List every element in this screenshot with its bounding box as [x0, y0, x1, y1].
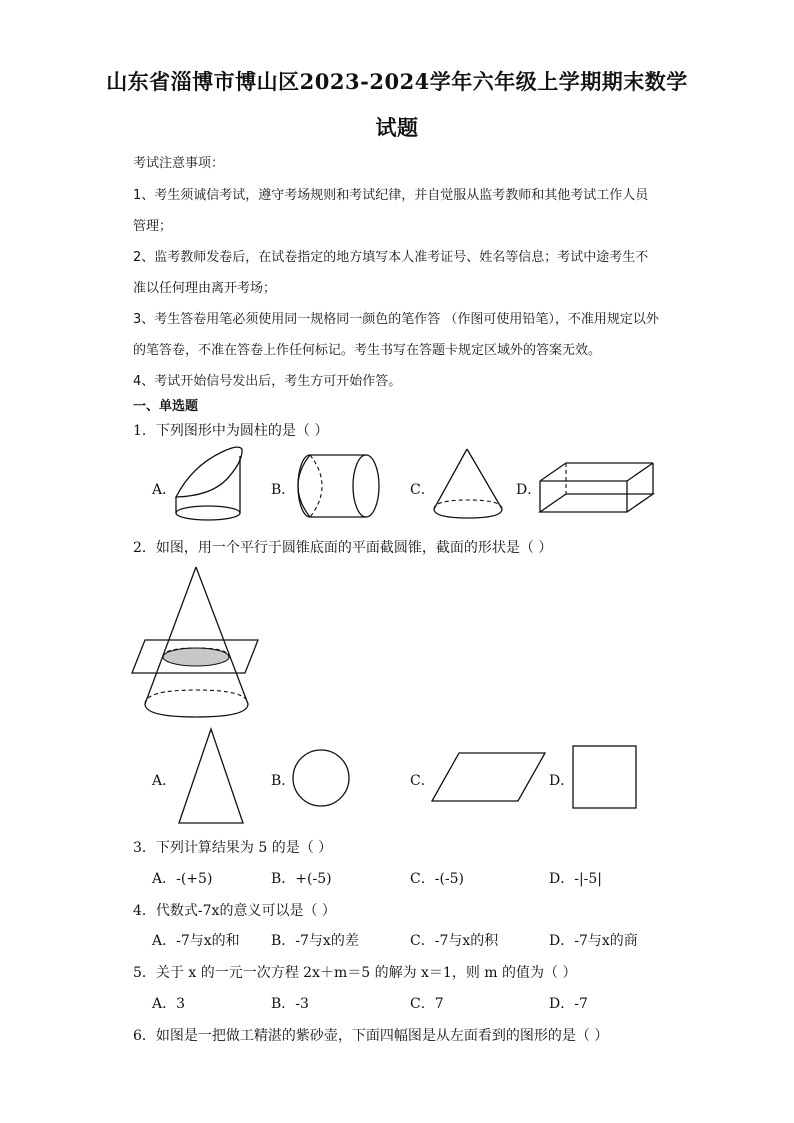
- question-2-stem: 2．如图，用一个平行于圆锥底面的平面截圆锥，截面的形状是（ ）: [133, 540, 553, 556]
- q2-option-c-figure: [432, 753, 545, 801]
- q2-option-a-figure: [179, 729, 243, 823]
- q3-option-b: B．+(-5): [271, 871, 332, 887]
- q4-option-d: D．-7与x的商: [549, 933, 638, 949]
- q5-option-d: D．-7: [549, 996, 588, 1012]
- q1-option-b-label: B．: [271, 482, 296, 498]
- q1-option-b-figure: [298, 455, 379, 517]
- q2-cone-figure: [132, 567, 258, 717]
- q1-option-a-label: A．: [152, 482, 177, 498]
- notice-line-6: 的笔答卷，不准在答卷上作任何标记。考生书写在答题卡规定区域外的答案无效。: [133, 343, 602, 358]
- notice-line-4: 准以任何理由离开考场；: [133, 281, 277, 296]
- q1-option-d-figure: [540, 463, 653, 512]
- q5-option-b: B．-3: [271, 996, 309, 1012]
- q3-option-a: A．-(+5): [152, 871, 213, 887]
- q2-option-d-figure: [573, 746, 636, 808]
- title-line-2: 试题: [375, 115, 419, 140]
- notice-line-7: 4、考试开始信号发出后，考生方可开始作答。: [133, 374, 402, 389]
- title-line-1: 山东省淄博市博山区2023-2024学年六年级上学期期末数学: [106, 69, 688, 94]
- question-1-stem: 1．下列图形中为圆柱的是（ ）: [133, 423, 329, 439]
- notice-line-1: 1、考生须诚信考试，遵守考场规则和考试纪律，并自觉服从监考教师和其他考试工作人员: [133, 188, 649, 203]
- q2-option-b-figure: [293, 750, 349, 806]
- q4-option-a: A．-7与x的和: [152, 933, 240, 949]
- notice-heading: 考试注意事项：: [133, 156, 225, 171]
- question-6-stem: 6．如图是一把做工精湛的紫砂壶，下面四幅图是从左面看到的图形的是（ ）: [133, 1028, 609, 1044]
- notice-line-2: 管理；: [133, 219, 173, 234]
- notice-line-3: 2、监考教师发卷后，在试卷指定的地方填写本人准考证号、姓名等信息；考试中途考生不: [133, 250, 649, 265]
- section-heading: 一、单选题: [133, 399, 199, 414]
- q2-option-d-label: D．: [549, 773, 575, 789]
- q1-option-c-figure: [434, 449, 502, 518]
- question-5-stem: 5．关于 x 的一元一次方程 2x＋m＝5 的解为 x＝1，则 m 的值为（ ）: [133, 965, 577, 981]
- q1-option-c-label: C．: [410, 482, 435, 498]
- q1-option-d-label: D．: [516, 482, 542, 498]
- q3-option-d: D．-|-5|: [549, 871, 603, 887]
- q4-option-b: B．-7与x的差: [271, 933, 359, 949]
- q2-option-b-label: B．: [271, 773, 296, 789]
- q2-option-a-label: A．: [152, 773, 177, 789]
- q4-option-c: C．-7与x的积: [410, 933, 499, 949]
- q1-option-a-figure: [176, 447, 242, 520]
- q5-option-c: C．7: [410, 996, 444, 1012]
- question-4-stem: 4．代数式-7x的意义可以是（ ）: [133, 903, 336, 919]
- q2-option-c-label: C．: [410, 773, 435, 789]
- notice-line-5: 3、考生答卷用笔必须使用同一规格同一颜色的笔作答 （作图可使用铅笔），不准用规定以外: [133, 312, 659, 327]
- q5-option-a: A．3: [152, 996, 186, 1012]
- question-3-stem: 3．下列计算结果为 5 的是（ ）: [133, 840, 333, 856]
- q3-option-c: C．-(-5): [410, 871, 465, 887]
